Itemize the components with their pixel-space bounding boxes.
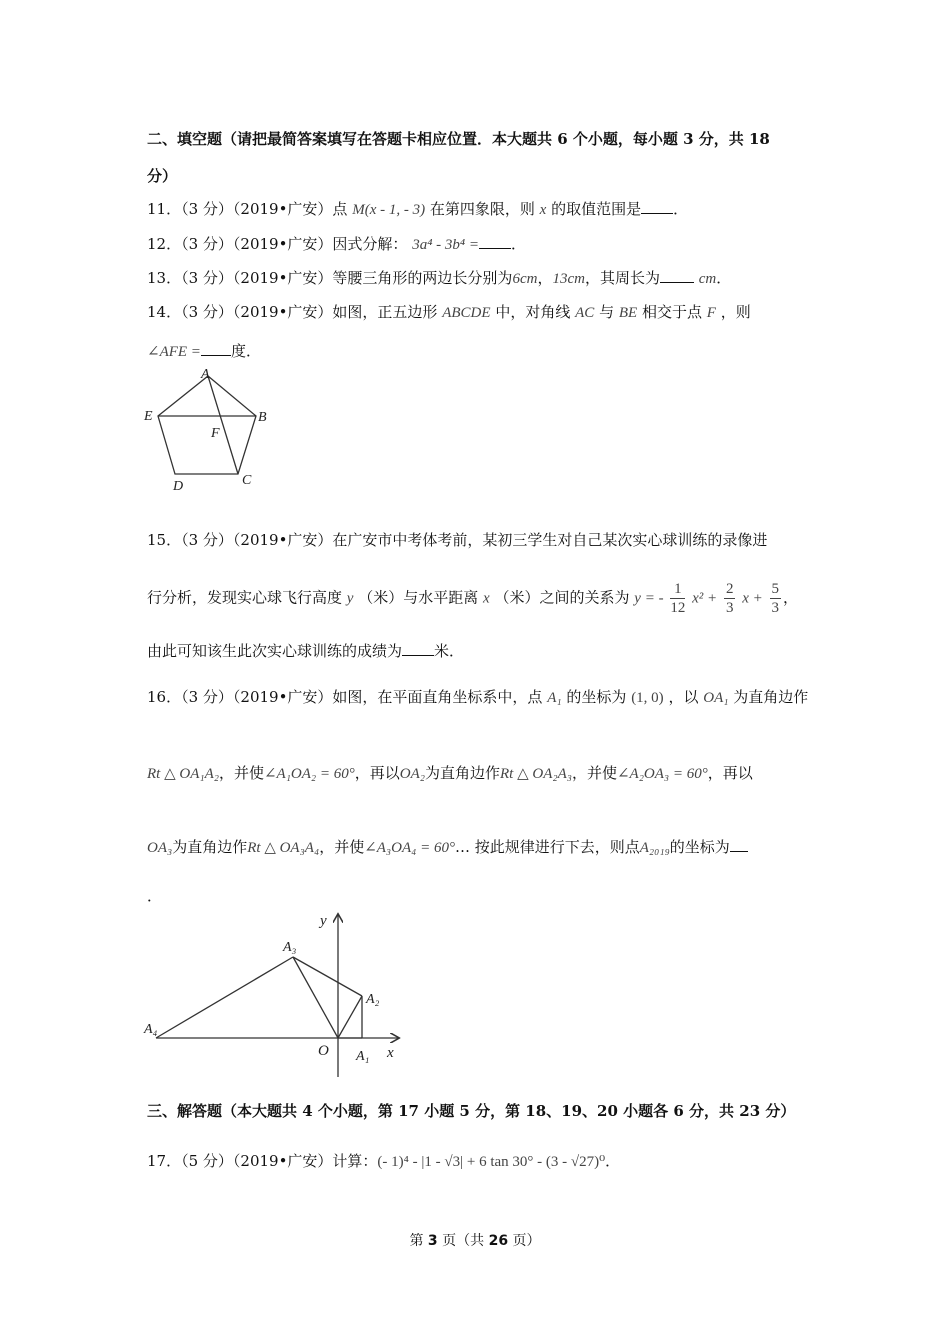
q16-oa3: OA₃ (147, 840, 173, 856)
q14-suffix: 度． (230, 342, 261, 360)
q16-triangle-3: Rt △ OA₃A₄ (247, 840, 320, 856)
page-footer (0, 1230, 950, 1250)
label-A2: A₂ (366, 992, 380, 1007)
q11-prefix: 11．（3 分）（2019•广安）点 (147, 200, 348, 218)
q13-prefix: 13．（3 分）（2019•广安）等腰三角形的两边长分别为 (147, 269, 513, 287)
q14-polygon: ABCDE (442, 305, 491, 321)
q15-frac2-den: 3 (725, 600, 734, 616)
q14-prefix: 14．（3 分）（2019•广安）如图，正五边形 (147, 303, 438, 321)
q11-end: ． (673, 200, 689, 218)
label-D: D (173, 479, 184, 494)
label-y-axis: y (320, 913, 327, 929)
q14-answer-blank (201, 341, 231, 356)
q15-formula-term-2: x + (742, 590, 763, 607)
q11-suffix: 的取值范围是 (551, 200, 642, 218)
q15-line-1: 15．（3 分）（2019•广安）在广安市中考体考前，某初三学生对自己某次实心球训练的录像进 (147, 531, 768, 549)
q16-text-1b: 的坐标为 (566, 688, 627, 706)
q16-text-1a: 16．（3 分）（2019•广安）如图，在平面直角坐标系中，点 (147, 688, 543, 706)
q16-oa2: OA₂ (399, 766, 425, 782)
q16-text-3b: ，并使 (319, 838, 365, 856)
q14-text-1: 中，对角线 (495, 303, 571, 321)
q16-text-1c: ，以 (668, 688, 699, 706)
q12-expr: 3a⁴ - 3b⁴ = (412, 237, 479, 253)
q11-var: x (539, 202, 547, 218)
q15-text-l3b: 米． (434, 642, 465, 660)
q13-sep: ， (537, 269, 553, 287)
q14-diag-be: BE (618, 305, 638, 321)
q14-text-3: 相交于点 (641, 303, 702, 321)
q13-answer-blank (660, 268, 694, 283)
question-15-line-3 (147, 640, 464, 661)
q16-text-2a: ，并使 (218, 764, 264, 782)
q15-var-x: x (483, 590, 490, 607)
q13-middle: ，其周长为 (584, 269, 660, 287)
question-14 (147, 301, 751, 322)
q11-answer-blank (641, 199, 673, 214)
q16-text-3c: … 按此规律进行下去，则点 (454, 838, 640, 856)
question-16 (147, 686, 808, 707)
q15-fraction-1 (670, 580, 685, 617)
question-12 (147, 233, 526, 254)
label-F: F (211, 426, 220, 441)
q14-point-f: F (706, 305, 716, 321)
question-17 (147, 1150, 620, 1171)
coordinate-figure (140, 905, 420, 1085)
q15-frac3-den: 3 (771, 600, 780, 616)
q15-text-b: （米）与水平距离 (358, 588, 479, 607)
q12-answer-blank (479, 234, 511, 249)
q16-point-a2019: A₂₀₁₉ (639, 840, 670, 856)
q16-end-mark: ． (147, 887, 163, 905)
q17-expression: (- 1)⁴ - |1 - √3| + 6 tan 30° - (3 - √27)⁰ (377, 1154, 606, 1170)
q16-triangle-1: Rt △ OA₁A₂ (147, 766, 219, 782)
q15-fraction-3 (770, 580, 782, 617)
footer-pre: 第 (409, 1233, 424, 1249)
q13-unit: cm (698, 271, 717, 287)
q15-frac1-num: 1 (670, 580, 685, 599)
q13-side-b: 13cm (552, 271, 585, 287)
q17-prefix: 17．（5 分）（2019•广安）计算： (147, 1152, 378, 1170)
q15-frac2-num: 2 (725, 581, 734, 597)
label-C: C (242, 473, 252, 488)
q16-angle-3: ∠A₃OA₄ = 60° (364, 840, 455, 856)
q14-text-2: 与 (599, 303, 615, 321)
label-A4: A₄ (144, 1022, 158, 1037)
segment-a3-a4 (156, 957, 293, 1038)
question-15 (147, 529, 767, 550)
q15-frac1-den: 12 (670, 600, 686, 616)
label-origin: O (318, 1043, 329, 1059)
q16-text-1d: 为直角边作 (733, 688, 809, 706)
q15-var-y: y (346, 590, 354, 607)
q16-oa1: OA₁ (703, 690, 729, 706)
q15-text-a: 行分析，发现实心球飞行高度 (147, 588, 343, 607)
footer-mid: 页（共 (442, 1233, 485, 1249)
q14-angle: ∠AFE = (147, 344, 201, 360)
question-15-line-2 (147, 580, 798, 617)
segment-o-a2 (338, 996, 362, 1038)
q15-line-2-end: ， (783, 588, 799, 607)
q15-formula-lhs: y = - (634, 590, 664, 607)
question-16-line-3 (147, 836, 748, 857)
q15-text-c: （米）之间的关系为 (494, 588, 630, 607)
q16-triangle-2: Rt △ OA₂A₃ (500, 766, 572, 782)
q16-angle-1: ∠A₁OA₂ = 60° (263, 766, 355, 782)
q16-text-2d: ，并使 (571, 764, 617, 782)
q15-answer-blank (402, 641, 434, 656)
diagonal-ac (208, 376, 238, 474)
footer-page-number: 3 (427, 1233, 438, 1249)
q13-end: ． (716, 269, 732, 287)
q14-diag-ac: AC (575, 305, 595, 321)
q12-prefix: 12．（3 分）（2019•广安）因式分解： (147, 235, 408, 253)
label-B: B (258, 410, 267, 425)
q16-text-3d: 的坐标为 (669, 838, 730, 856)
q16-text-2b: ，再以 (354, 764, 400, 782)
question-11 (147, 198, 688, 219)
q15-fraction-2 (724, 580, 736, 617)
q16-coord: (1, 0) (631, 690, 664, 706)
q11-middle: 在第四象限，则 (429, 200, 535, 218)
question-14-cont (147, 340, 261, 361)
question-16-line-2 (147, 762, 753, 783)
pentagon-figure (140, 362, 280, 497)
q15-formula-term-1: x² + (692, 590, 718, 607)
q16-text-3a: 为直角边作 (172, 838, 248, 856)
q11-point: M(x - 1, - 3) (352, 202, 426, 218)
pentagon-outline (158, 376, 256, 474)
label-E: E (144, 409, 153, 424)
question-13 (147, 267, 731, 288)
footer-post: 页） (512, 1233, 541, 1249)
footer-total-pages: 26 (488, 1233, 509, 1249)
q16-text-2e: ，再以 (707, 764, 753, 782)
label-A: A (201, 367, 210, 382)
q17-end: ． (605, 1152, 621, 1170)
q15-text-l3a: 由此可知该生此次实心球训练的成绩为 (147, 642, 403, 660)
q12-end: ． (511, 235, 527, 253)
q14-text-4: ，则 (720, 303, 751, 321)
q13-side-a: 6cm (512, 271, 538, 287)
section-2-heading: 二、填空题（请把最简答案填写在答题卡相应位置．本大题共 6 个小题，每小题 3 分，共 18 (147, 130, 770, 148)
q16-angle-2: ∠A₂OA₃ = 60° (616, 766, 708, 782)
q15-frac3-num: 5 (771, 581, 780, 597)
q16-answer-blank (730, 837, 748, 852)
label-x-axis: x (387, 1045, 394, 1061)
label-A3: A₃ (283, 940, 297, 955)
section-2-heading-cont: 分） (147, 167, 178, 185)
section-3-heading: 三、解答题（本大题共 4 个小题，第 17 小题 5 分，第 18、19、20 小题各 6 分，共 23 分） (147, 1102, 796, 1120)
q16-text-2c: 为直角边作 (424, 764, 500, 782)
q16-point-a1: A₁ (547, 690, 562, 706)
label-A1: A₁ (356, 1049, 370, 1064)
